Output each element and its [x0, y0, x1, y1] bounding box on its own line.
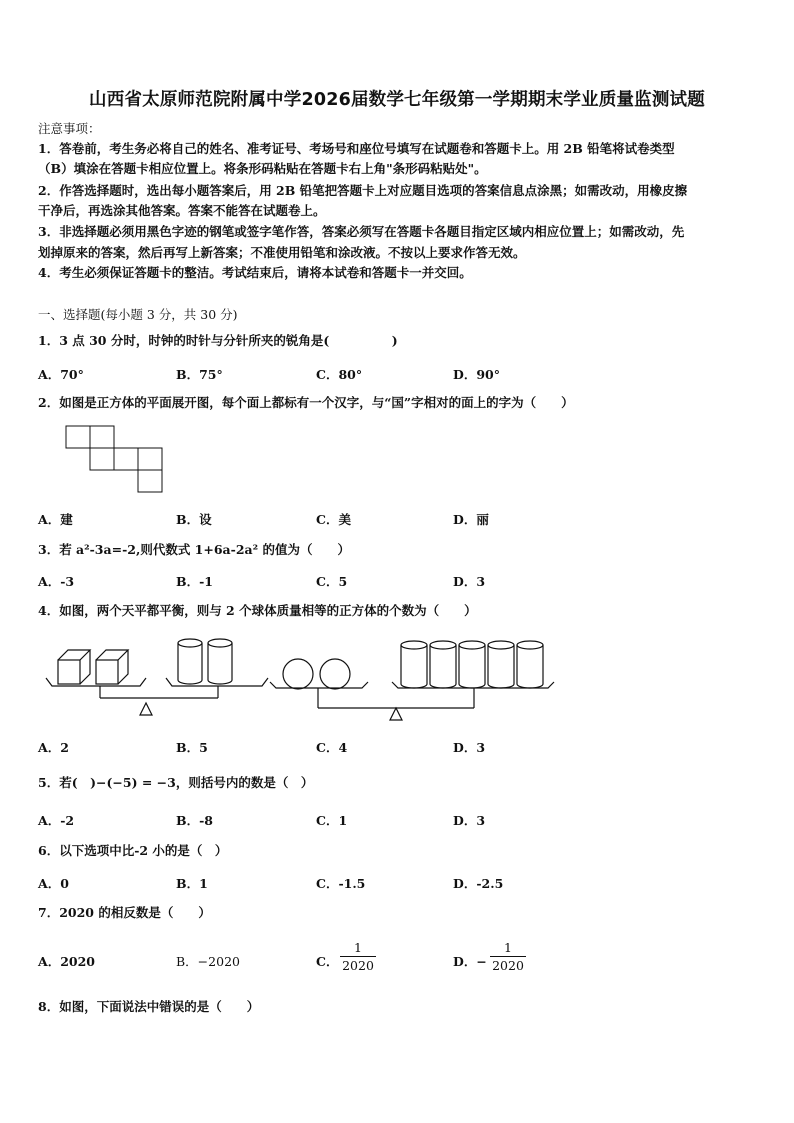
option-a: A．建 — [38, 512, 73, 527]
question-stem: 7．2020 的相反数是（ ） — [38, 905, 211, 920]
option-c: C．5 — [316, 574, 348, 589]
option-d: D．3 — [453, 740, 486, 755]
cube-net-figure — [60, 425, 170, 500]
question-stem: 6．以下选项中比-2 小的是（ ） — [38, 843, 228, 858]
notes-line: 2．作答选择题时，选出每小题答案后，用 2B 铅笔把答题卡上对应题目选项的答案信息点涂黑；如需改动，用橡皮擦 — [38, 183, 688, 198]
notes-heading: 注意事项： — [38, 121, 101, 136]
page-title: 山西省太原师范院附属中学2026届数学七年级第一学期期末学业质量监测试题 — [89, 90, 705, 110]
option-a: A．70° — [38, 367, 84, 382]
option-d: D．3 — [453, 574, 486, 589]
option-c-fraction — [340, 940, 376, 973]
notes-line: 划掉原来的答案，然后再写上新答案；不准使用铅笔和涂改液。不按以上要求作答无效。 — [38, 245, 526, 260]
option-c: C．80° — [316, 367, 363, 382]
option-b: B．75° — [176, 367, 223, 382]
option-a: A．2020 — [38, 954, 95, 969]
notes-line: （B）填涂在答题卡相应位置上。将条形码粘贴在答题卡右上角"条形码粘贴处"。 — [38, 161, 487, 176]
option-d: D．3 — [453, 813, 486, 828]
option-a: A．-3 — [38, 574, 75, 589]
option-b: B．-1 — [176, 574, 213, 589]
option-c: C．1 — [316, 813, 348, 828]
option-a: A．2 — [38, 740, 69, 755]
option-b: B．-8 — [176, 813, 213, 828]
option-a: A．0 — [38, 876, 69, 891]
fraction-denominator: 2020 — [492, 958, 524, 973]
left-balance — [46, 639, 268, 715]
option-b: B．5 — [176, 740, 208, 755]
question-stem: 4．如图，两个天平都平衡，则与 2 个球体质量相等的正方体的个数为（ ） — [38, 603, 477, 618]
option-c: C．美 — [316, 512, 351, 527]
notes-line: 3．非选择题必须用黑色字迹的钢笔或签字笔作答，答案必须写在答题卡各题目指定区域内相应位置上；如需改动，先 — [38, 224, 685, 239]
option-d-fraction — [490, 940, 526, 973]
fraction-denominator: 2020 — [342, 958, 374, 973]
question-stem: 1．3 点 30 分时，时钟的时针与分针所夹的锐角是( ) — [38, 333, 398, 348]
fraction-numerator: 1 — [354, 940, 362, 955]
notes-line: 1．答卷前，考生务必将自己的姓名、准考证号、考场号和座位号填写在试题卷和答题卡上。用 2B 铅笔将试卷类型 — [38, 141, 675, 156]
option-d: D．-2.5 — [453, 876, 504, 891]
question-stem: 5．若( )−(−5) = −3，则括号内的数是（ ） — [38, 775, 314, 790]
question-stem: 2．如图是正方体的平面展开图，每个面上都标有一个汉字，与“国”字相对的面上的字为（ ） — [38, 395, 574, 410]
option-a: A．-2 — [38, 813, 75, 828]
option-d: D．− — [453, 954, 487, 969]
fraction-numerator: 1 — [504, 940, 512, 955]
question-stem: 8．如图，下面说法中错误的是（ ） — [38, 999, 260, 1014]
section-heading: 一、选择题(每小题 3 分，共 30 分) — [38, 307, 238, 322]
option-c: C．4 — [316, 740, 348, 755]
option-d: D．丽 — [453, 512, 489, 527]
option-d: D．90° — [453, 367, 500, 382]
notes-line: 干净后，再选涂其他答案。答案不能答在试题卷上。 — [38, 203, 326, 218]
option-b: B．1 — [176, 876, 208, 891]
right-balance — [270, 641, 554, 720]
option-b: B．设 — [176, 512, 212, 527]
option-b: B．−2020 — [176, 954, 240, 969]
balance-scales-figure — [40, 630, 560, 725]
notes-line: 4．考生必须保证答题卡的整洁。考试结束后，请将本试卷和答题卡一并交回。 — [38, 265, 472, 280]
option-c: C．-1.5 — [316, 876, 366, 891]
question-stem: 3．若 a²-3a=-2,则代数式 1+6a-2a² 的值为（ ） — [38, 542, 350, 557]
option-c: C． — [316, 954, 339, 969]
